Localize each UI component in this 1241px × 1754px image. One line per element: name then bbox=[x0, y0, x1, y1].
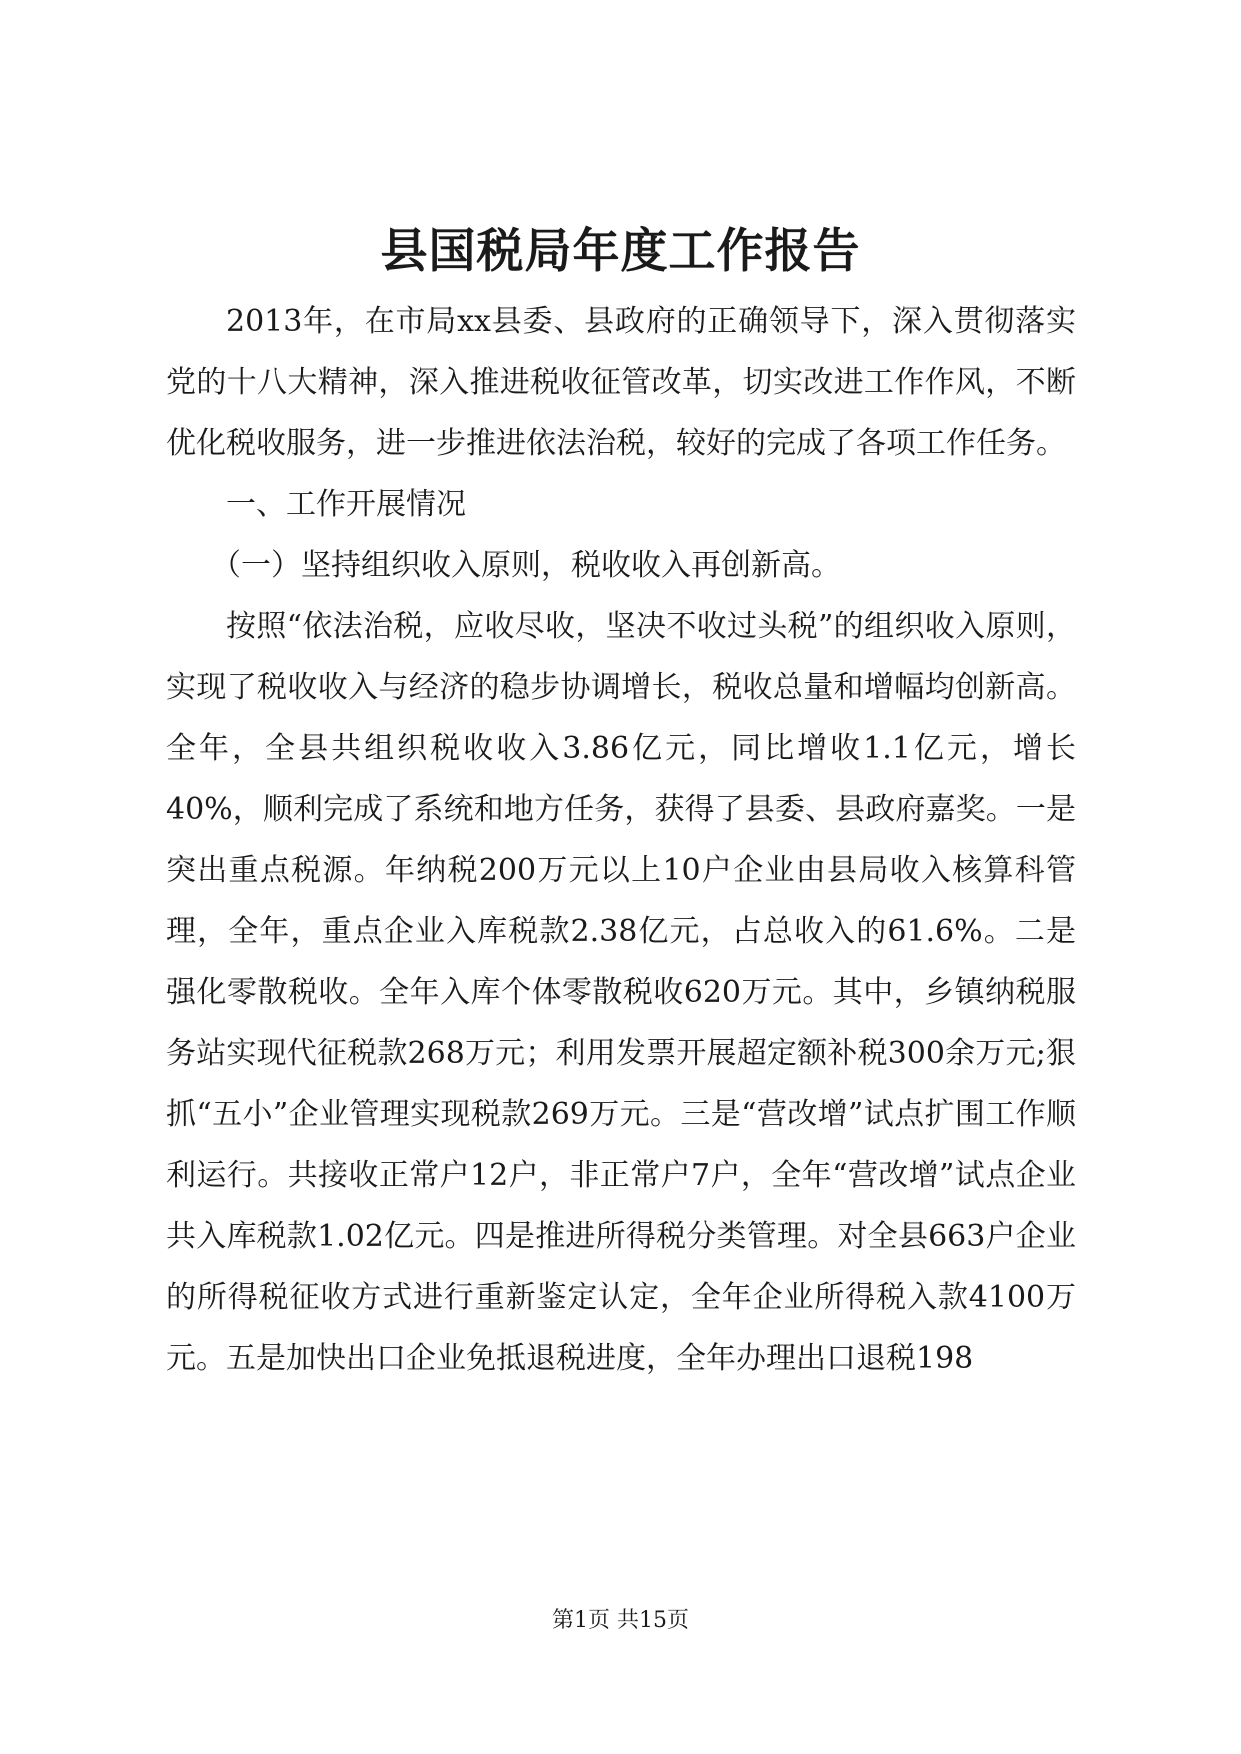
subsection-heading: （一）坚持组织收入原则，税收收入再创新高。 bbox=[211, 548, 841, 583]
paragraph-intro: 2013年，在市局xx县委、县政府的正确领导下，深入贯彻落实党的十八大精神，深入推进税收征管改革，切实改进工作作风，不断优化税收服务，进一步推进依法治税，较好的完成了各项工作任务。 bbox=[166, 304, 1076, 461]
document-body bbox=[166, 291, 1076, 1389]
document-title: 县国税局年度工作报告 bbox=[380, 224, 861, 279]
paragraph-revenue: 按照“依法治税，应收尽收，坚决不收过头税”的组织收入原则，实现了税收收入与经济的稳步协调增长，税收总量和增幅均创新高。全年，全县共组织税收收入3.86亿元，同比增收1.1亿元，增长40%，顺利完成了系统和地方任务，获得了县委、县政府嘉奖。一是突出重点税源。年纳税200万元以上10户企业由县局收入核算科管理，全年，重点企业入库税款2.38亿元，占总收入的61.6%。二是强化零散税收。全年入库个体零散税收620万元。其中，乡镇纳税服务站实现代征税款268万元；利用发票开展超定额补税300余万元;狠抓“五小”企业管理实现税款269万元。三是“营改增”试点扩围工作顺利运行。共接收正常户12户，非正常户7户，全年“营改增”试点企业共入库税款1.02亿元。四是推进所得税分类管理。对全县663户企业的所得税征收方式进行重新鉴定认定，全年企业所得税入款4100万元。五是加快出口企业免抵退税进度，全年办理出口退税198 bbox=[166, 609, 1076, 1376]
page-number-footer: 第1页 共15页 bbox=[552, 1608, 689, 1633]
section-heading: 一、工作开展情况 bbox=[226, 487, 466, 522]
